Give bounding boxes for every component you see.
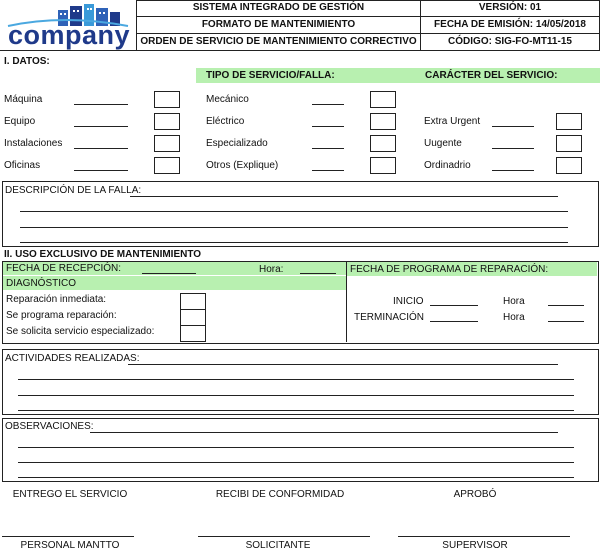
option-programa-reparacion: Se programa reparación: — [6, 310, 117, 321]
signature-title-recibi: RECIBI DE CONFORMIDAD — [215, 489, 345, 500]
label-urgente: Uugente — [424, 138, 462, 149]
hora-label: Hora: — [259, 264, 284, 275]
section-uso-title: II. USO EXCLUSIVO DE MANTENIMIENTO — [4, 249, 202, 260]
signature-name-supervisor: SUPERVISOR — [442, 540, 508, 551]
signature-title-entrego: ENTREGO EL SERVICIO — [12, 489, 128, 500]
line-maquina[interactable] — [74, 104, 128, 105]
fecha-programa-label: FECHA DE PROGRAMA DE REPARACIÓN: — [350, 264, 549, 275]
actividades-label: ACTIVIDADES REALIZADAS: — [5, 353, 140, 364]
signature-title-aprobo: APROBÓ — [453, 489, 497, 500]
observaciones-line-4[interactable] — [18, 477, 574, 478]
actividades-line-3[interactable] — [18, 395, 574, 396]
fecha-recepcion-line[interactable] — [142, 273, 196, 274]
terminacion-hora-label: Hora — [503, 312, 525, 323]
actividades-line-2[interactable] — [18, 379, 574, 380]
company-logo — [4, 2, 132, 48]
line-equipo[interactable] — [74, 126, 128, 127]
checkbox-programa-reparacion[interactable] — [180, 309, 206, 326]
logo-text: company — [8, 20, 131, 50]
line-instalaciones[interactable] — [74, 148, 128, 149]
label-ordinario: Ordinadrio — [424, 160, 471, 171]
checkbox-instalaciones[interactable] — [154, 135, 180, 152]
header-title-3: ORDEN DE SERVICIO DE MANTENIMIENTO CORRECTIVO — [140, 36, 417, 47]
header-code: CÓDIGO: SIG-FO-MT11-15 — [448, 36, 572, 47]
signature-name-personal: PERSONAL MANTTO — [20, 540, 120, 551]
header-title-1: SISTEMA INTEGRADO DE GESTIÓN — [192, 2, 365, 13]
falla-line-1[interactable] — [130, 196, 558, 197]
falla-line-4[interactable] — [20, 242, 568, 243]
label-maquina: Máquina — [4, 94, 43, 105]
signature-name-solicitante: SOLICITANTE — [245, 540, 311, 551]
line-extra-urgente[interactable] — [492, 126, 534, 127]
line-urgente[interactable] — [492, 148, 534, 149]
checkbox-equipo[interactable] — [154, 113, 180, 130]
line-ordinario[interactable] — [492, 170, 534, 171]
checkbox-extra-urgente[interactable] — [556, 113, 582, 130]
observaciones-label: OBSERVACIONES: — [5, 421, 94, 432]
terminacion-line[interactable] — [430, 321, 478, 322]
line-otros[interactable] — [312, 170, 344, 171]
line-mecanico[interactable] — [312, 104, 344, 105]
observaciones-line-1[interactable] — [90, 432, 558, 433]
terminacion-label: TERMINACIÓN — [354, 312, 424, 323]
checkbox-otros[interactable] — [370, 157, 396, 174]
checkbox-especializado[interactable] — [370, 135, 396, 152]
observaciones-line-3[interactable] — [18, 462, 574, 463]
inicio-hora-line[interactable] — [548, 305, 584, 306]
checkbox-reparacion-inmediata[interactable] — [180, 293, 206, 310]
document-header — [0, 0, 600, 51]
inicio-line[interactable] — [430, 305, 478, 306]
checkbox-servicio-especializado[interactable] — [180, 325, 206, 342]
observaciones-line-2[interactable] — [18, 447, 574, 448]
checkbox-ordinario[interactable] — [556, 157, 582, 174]
fecha-recepcion-label: FECHA DE RECEPCIÓN: — [6, 263, 122, 274]
label-mecanico: Mecánico — [206, 94, 249, 105]
tipo-servicio-title: TIPO DE SERVICIO/FALLA: — [206, 70, 335, 81]
checkbox-electrico[interactable] — [370, 113, 396, 130]
falla-line-2[interactable] — [20, 211, 568, 212]
label-instalaciones: Instalaciones — [4, 138, 63, 149]
diagnostico-label: DIAGNÓSTICO — [6, 278, 77, 289]
falla-label: DESCRIPCIÓN DE LA FALLA: — [5, 185, 142, 196]
option-servicio-especializado: Se solicita servicio especializado: — [6, 326, 155, 337]
section-datos-title: I. DATOS: — [4, 56, 50, 67]
checkbox-oficinas[interactable] — [154, 157, 180, 174]
signature-line-supervisor[interactable] — [398, 536, 570, 537]
line-electrico[interactable] — [312, 126, 344, 127]
caracter-servicio-title: CARÁCTER DEL SERVICIO: — [425, 70, 558, 81]
actividades-line-1[interactable] — [128, 364, 558, 365]
checkbox-maquina[interactable] — [154, 91, 180, 108]
signature-line-personal[interactable] — [2, 536, 134, 537]
label-electrico: Eléctrico — [206, 116, 245, 127]
label-otros: Otros (Explique) — [206, 160, 279, 171]
option-reparacion-inmediata: Reparación inmediata: — [6, 294, 107, 305]
line-especializado[interactable] — [312, 148, 344, 149]
hora-line[interactable] — [300, 273, 336, 274]
line-oficinas[interactable] — [74, 170, 128, 171]
falla-line-3[interactable] — [20, 227, 568, 228]
inicio-label: INICIO — [393, 296, 424, 307]
header-emission-date: FECHA DE EMISIÓN: 14/05/2018 — [434, 19, 586, 30]
label-extra-urgente: Extra Urgent — [424, 116, 481, 127]
inicio-hora-label: Hora — [503, 296, 525, 307]
checkbox-urgente[interactable] — [556, 135, 582, 152]
header-version: VERSIÓN: 01 — [478, 2, 542, 13]
label-oficinas: Oficinas — [4, 160, 41, 171]
checkbox-mecanico[interactable] — [370, 91, 396, 108]
label-especializado: Especializado — [206, 138, 268, 149]
terminacion-hora-line[interactable] — [548, 321, 584, 322]
signature-line-solicitante[interactable] — [198, 536, 370, 537]
header-title-2: FORMATO DE MANTENIMIENTO — [201, 19, 356, 30]
actividades-line-4[interactable] — [18, 410, 574, 411]
label-equipo: Equipo — [4, 116, 36, 127]
